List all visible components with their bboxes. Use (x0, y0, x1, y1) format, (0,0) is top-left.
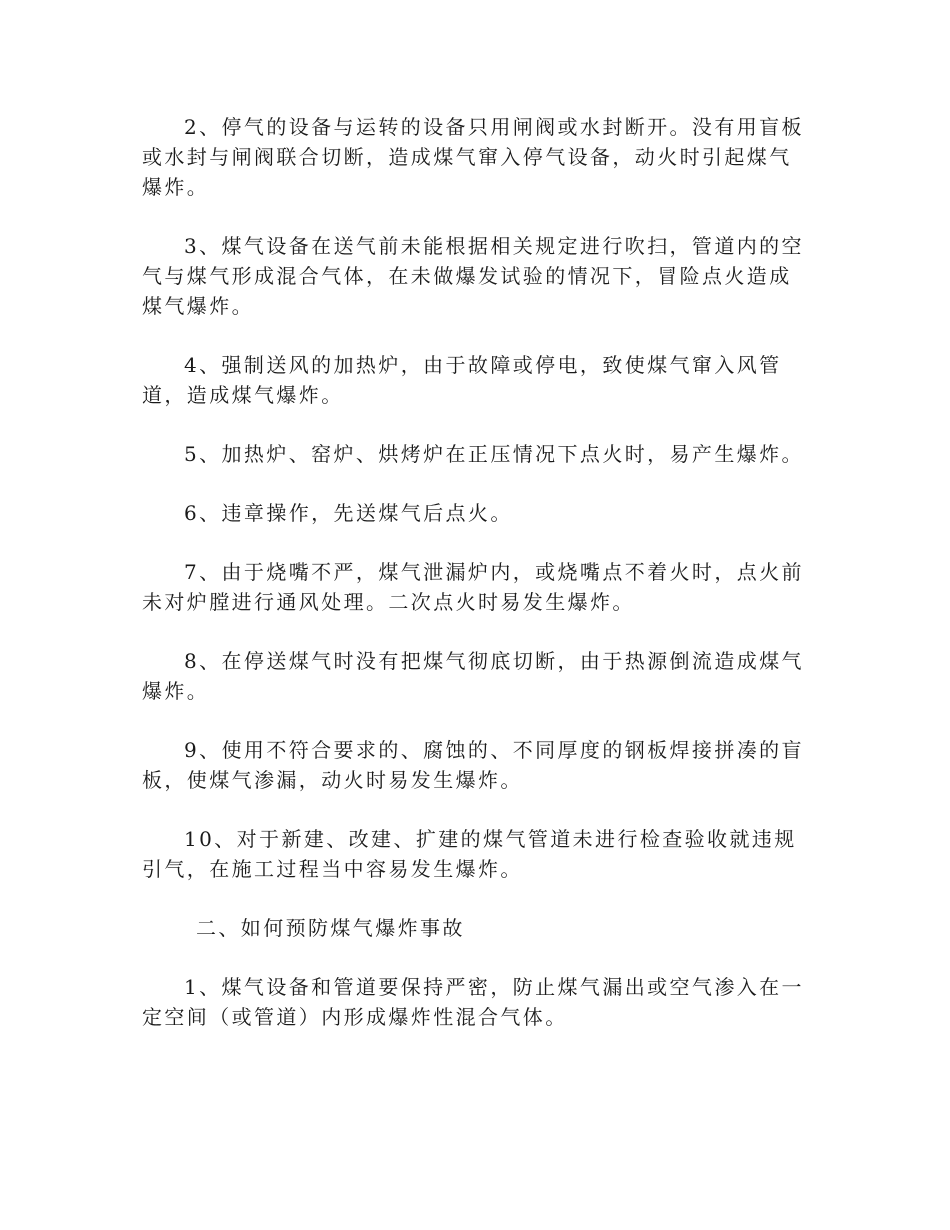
document-body (142, 112, 808, 1061)
paragraph-item-9: 9、使用不符合要求的、腐蚀的、不同厚度的钢板焊接拼凑的盲板，使煤气渗漏，动火时易发生爆炸。 (142, 738, 804, 792)
section-heading: 二、如何预防煤气爆炸事故 (196, 916, 465, 940)
paragraph-item-10: 10、对于新建、改建、扩建的煤气管道未进行检查验收就违规引气，在施工过程当中容易发生爆炸。 (142, 827, 797, 881)
paragraph-item-6: 6、违章操作，先送煤气后点火。 (184, 501, 513, 525)
paragraph-item-7: 7、由于烧嘴不严，煤气泄漏炉内，或烧嘴点不着火时，点火前未对炉膛进行通风处理。二次点火时易发生爆炸。 (142, 560, 804, 614)
paragraph-item-5: 5、加热炉、窑炉、烘烤炉在正压情况下点火时，易产生爆炸。 (184, 442, 804, 466)
prevention-paragraph-1: 1、煤气设备和管道要保持严密，防止煤气漏出或空气渗入在一定空间（或管道）内形成爆炸性混合气体。 (142, 975, 804, 1029)
paragraph-item-2: 2、停气的设备与运转的设备只用闸阀或水封断开。没有用盲板或水封与闸阀联合切断，造成煤气窜入停气设备，动火时引起煤气爆炸。 (142, 115, 804, 199)
paragraph-item-4: 4、强制送风的加热炉，由于故障或停电，致使煤气窜入风管道，造成煤气爆炸。 (142, 353, 782, 407)
paragraph-item-3: 3、煤气设备在送气前未能根据相关规定进行吹扫，管道内的空气与煤气形成混合气体，在未做爆发试验的情况下，冒险点火造成煤气爆炸。 (142, 234, 804, 318)
paragraph-item-8: 8、在停送煤气时没有把煤气彻底切断，由于热源倒流造成煤气爆炸。 (142, 649, 804, 703)
